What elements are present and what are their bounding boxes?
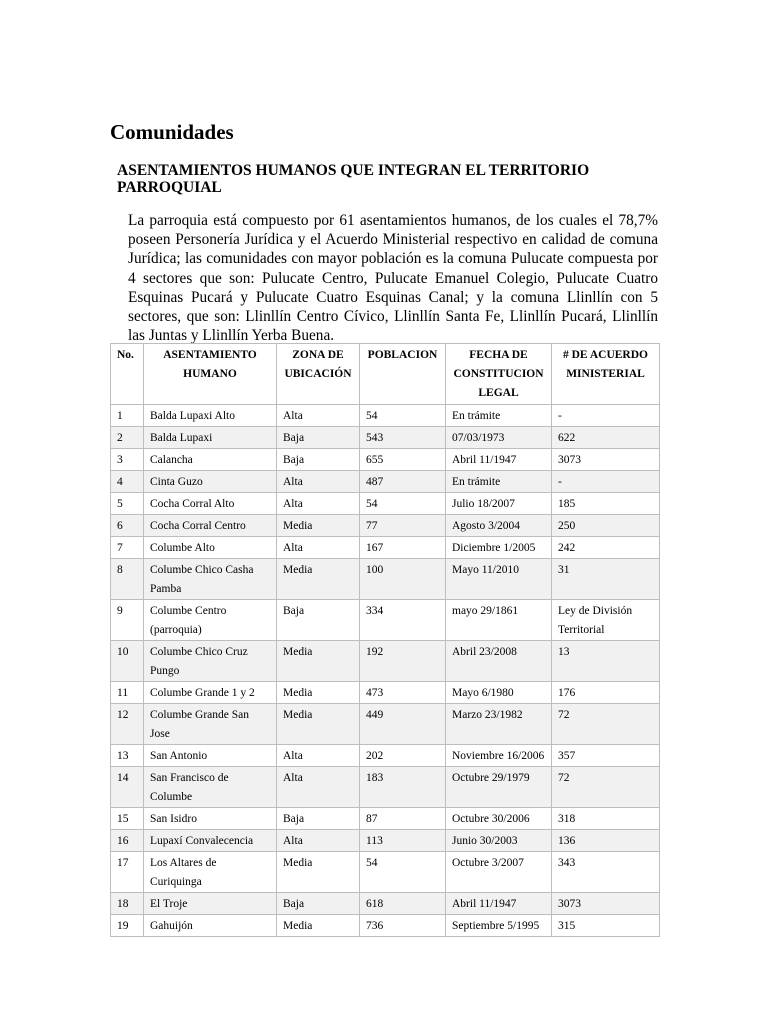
- cell-zona: Baja: [277, 600, 360, 641]
- cell-asentamiento: Gahuijón: [144, 915, 277, 937]
- cell-zona: Media: [277, 559, 360, 600]
- table-row: [111, 449, 660, 471]
- cell-no: 11: [111, 682, 144, 704]
- cell-zona: Baja: [277, 427, 360, 449]
- cell-zona: Baja: [277, 449, 360, 471]
- cell-acuerdo: 72: [552, 767, 660, 808]
- cell-acuerdo: 318: [552, 808, 660, 830]
- cell-no: 6: [111, 515, 144, 537]
- cell-acuerdo: 13: [552, 641, 660, 682]
- cell-fecha: Diciembre 1/2005: [446, 537, 552, 559]
- cell-zona: Media: [277, 641, 360, 682]
- cell-acuerdo: -: [552, 405, 660, 427]
- cell-fecha: Abril 11/1947: [446, 449, 552, 471]
- cell-asentamiento: Balda Lupaxi Alto: [144, 405, 277, 427]
- cell-zona: Alta: [277, 830, 360, 852]
- cell-poblacion: 100: [360, 559, 446, 600]
- table-row: [111, 745, 660, 767]
- cell-asentamiento: Columbe Chico Cruz Pungo: [144, 641, 277, 682]
- cell-fecha: 07/03/1973: [446, 427, 552, 449]
- cell-asentamiento: Lupaxí Convalecencia: [144, 830, 277, 852]
- cell-zona: Media: [277, 704, 360, 745]
- cell-acuerdo: 176: [552, 682, 660, 704]
- cell-acuerdo: 3073: [552, 449, 660, 471]
- table-body: [111, 405, 660, 937]
- cell-no: 14: [111, 767, 144, 808]
- cell-zona: Alta: [277, 471, 360, 493]
- cell-asentamiento: Los Altares de Curiquinga: [144, 852, 277, 893]
- cell-fecha: En trámite: [446, 471, 552, 493]
- cell-fecha: Octubre 3/2007: [446, 852, 552, 893]
- cell-no: 16: [111, 830, 144, 852]
- cell-fecha: Julio 18/2007: [446, 493, 552, 515]
- cell-no: 9: [111, 600, 144, 641]
- table-row: [111, 915, 660, 937]
- cell-acuerdo: -: [552, 471, 660, 493]
- cell-poblacion: 77: [360, 515, 446, 537]
- cell-poblacion: 113: [360, 830, 446, 852]
- cell-asentamiento: Columbe Alto: [144, 537, 277, 559]
- section-heading: ASENTAMIENTOS HUMANOS QUE INTEGRAN EL TERRITORIO PARROQUIAL: [117, 162, 590, 196]
- table-row: [111, 471, 660, 493]
- cell-poblacion: 655: [360, 449, 446, 471]
- header-no: No.: [111, 344, 144, 405]
- cell-asentamiento: Balda Lupaxi: [144, 427, 277, 449]
- cell-fecha: mayo 29/1861: [446, 600, 552, 641]
- cell-acuerdo: 136: [552, 830, 660, 852]
- header-asentamiento: ASENTAMIENTO HUMANO: [144, 344, 277, 405]
- cell-poblacion: 202: [360, 745, 446, 767]
- table-header-row: [111, 344, 660, 405]
- cell-no: 3: [111, 449, 144, 471]
- cell-poblacion: 543: [360, 427, 446, 449]
- cell-acuerdo: 31: [552, 559, 660, 600]
- header-poblacion: POBLACION: [360, 344, 446, 405]
- table-row: [111, 493, 660, 515]
- cell-poblacion: 183: [360, 767, 446, 808]
- cell-no: 19: [111, 915, 144, 937]
- cell-acuerdo: 250: [552, 515, 660, 537]
- table-row: [111, 704, 660, 745]
- cell-zona: Alta: [277, 745, 360, 767]
- cell-zona: Media: [277, 682, 360, 704]
- cell-fecha: Abril 23/2008: [446, 641, 552, 682]
- table-row: [111, 852, 660, 893]
- cell-no: 1: [111, 405, 144, 427]
- cell-poblacion: 334: [360, 600, 446, 641]
- cell-fecha: Marzo 23/1982: [446, 704, 552, 745]
- cell-asentamiento: Columbe Grande 1 y 2: [144, 682, 277, 704]
- cell-acuerdo: 3073: [552, 893, 660, 915]
- cell-poblacion: 87: [360, 808, 446, 830]
- table-row: [111, 427, 660, 449]
- table-row: [111, 893, 660, 915]
- cell-no: 10: [111, 641, 144, 682]
- cell-asentamiento: Cocha Corral Centro: [144, 515, 277, 537]
- cell-poblacion: 736: [360, 915, 446, 937]
- table-row: [111, 767, 660, 808]
- cell-no: 4: [111, 471, 144, 493]
- table-row: [111, 641, 660, 682]
- cell-fecha: Junio 30/2003: [446, 830, 552, 852]
- cell-zona: Alta: [277, 405, 360, 427]
- cell-zona: Alta: [277, 493, 360, 515]
- cell-asentamiento: Columbe Chico Casha Pamba: [144, 559, 277, 600]
- cell-fecha: Octubre 30/2006: [446, 808, 552, 830]
- cell-asentamiento: El Troje: [144, 893, 277, 915]
- settlements-table: [110, 343, 660, 937]
- cell-zona: Media: [277, 915, 360, 937]
- table-row: [111, 830, 660, 852]
- cell-no: 7: [111, 537, 144, 559]
- cell-no: 12: [111, 704, 144, 745]
- cell-acuerdo: 357: [552, 745, 660, 767]
- cell-no: 15: [111, 808, 144, 830]
- cell-no: 18: [111, 893, 144, 915]
- cell-no: 5: [111, 493, 144, 515]
- cell-zona: Media: [277, 515, 360, 537]
- cell-fecha: Noviembre 16/2006: [446, 745, 552, 767]
- cell-fecha: Mayo 11/2010: [446, 559, 552, 600]
- cell-fecha: Agosto 3/2004: [446, 515, 552, 537]
- header-acuerdo: # DE ACUERDO MINISTERIAL: [552, 344, 660, 405]
- cell-asentamiento: Columbe Centro (parroquia): [144, 600, 277, 641]
- cell-zona: Alta: [277, 767, 360, 808]
- cell-no: 8: [111, 559, 144, 600]
- cell-zona: Media: [277, 852, 360, 893]
- header-zona: ZONA DE UBICACIÓN: [277, 344, 360, 405]
- table-row: [111, 405, 660, 427]
- cell-zona: Baja: [277, 893, 360, 915]
- cell-fecha: Septiembre 5/1995: [446, 915, 552, 937]
- cell-asentamiento: San Antonio: [144, 745, 277, 767]
- table-row: [111, 808, 660, 830]
- cell-asentamiento: Columbe Grande San Jose: [144, 704, 277, 745]
- cell-fecha: Octubre 29/1979: [446, 767, 552, 808]
- cell-poblacion: 473: [360, 682, 446, 704]
- cell-zona: Alta: [277, 537, 360, 559]
- cell-fecha: Abril 11/1947: [446, 893, 552, 915]
- cell-asentamiento: Cinta Guzo: [144, 471, 277, 493]
- cell-asentamiento: Calancha: [144, 449, 277, 471]
- cell-poblacion: 54: [360, 493, 446, 515]
- cell-poblacion: 487: [360, 471, 446, 493]
- cell-asentamiento: San Isidro: [144, 808, 277, 830]
- header-fecha: FECHA DE CONSTITUCION LEGAL: [446, 344, 552, 405]
- table-row: [111, 537, 660, 559]
- cell-acuerdo: 622: [552, 427, 660, 449]
- cell-acuerdo: 72: [552, 704, 660, 745]
- cell-acuerdo: 185: [552, 493, 660, 515]
- table-row: [111, 600, 660, 641]
- cell-fecha: En trámite: [446, 405, 552, 427]
- cell-fecha: Mayo 6/1980: [446, 682, 552, 704]
- cell-acuerdo: 343: [552, 852, 660, 893]
- table-row: [111, 559, 660, 600]
- cell-poblacion: 618: [360, 893, 446, 915]
- cell-acuerdo: 242: [552, 537, 660, 559]
- intro-paragraph: La parroquia está compuesto por 61 asentamientos humanos, de los cuales el 78,7% poseen Personería Jurídica y el Acuerdo Ministerial respectivo en calidad de comuna Jurídica; las comunidades con mayor población es la comuna Pulucate compuesta por 4 sectores que son: Pulucate Centro, Pulucate Emanuel Colegio, Pulucate Cuatro Esquinas Pucará y Pulucate Cuatro Esquinas Canal; y la comuna Llinllín con 5 sectores, que son: Llinllín Centro Cívico, Llinllín Santa Fe, Llinllín Pucará, Llinllín las Juntas y Llinllín Yerba Buena.: [128, 212, 658, 345]
- cell-asentamiento: San Francisco de Columbe: [144, 767, 277, 808]
- cell-no: 2: [111, 427, 144, 449]
- cell-poblacion: 54: [360, 852, 446, 893]
- cell-poblacion: 54: [360, 405, 446, 427]
- cell-zona: Baja: [277, 808, 360, 830]
- cell-asentamiento: Cocha Corral Alto: [144, 493, 277, 515]
- cell-acuerdo: Ley de División Territorial: [552, 600, 660, 641]
- cell-poblacion: 192: [360, 641, 446, 682]
- table-row: [111, 515, 660, 537]
- cell-poblacion: 449: [360, 704, 446, 745]
- cell-acuerdo: 315: [552, 915, 660, 937]
- page-title: Comunidades: [110, 120, 234, 144]
- cell-no: 17: [111, 852, 144, 893]
- table-row: [111, 682, 660, 704]
- cell-no: 13: [111, 745, 144, 767]
- cell-poblacion: 167: [360, 537, 446, 559]
